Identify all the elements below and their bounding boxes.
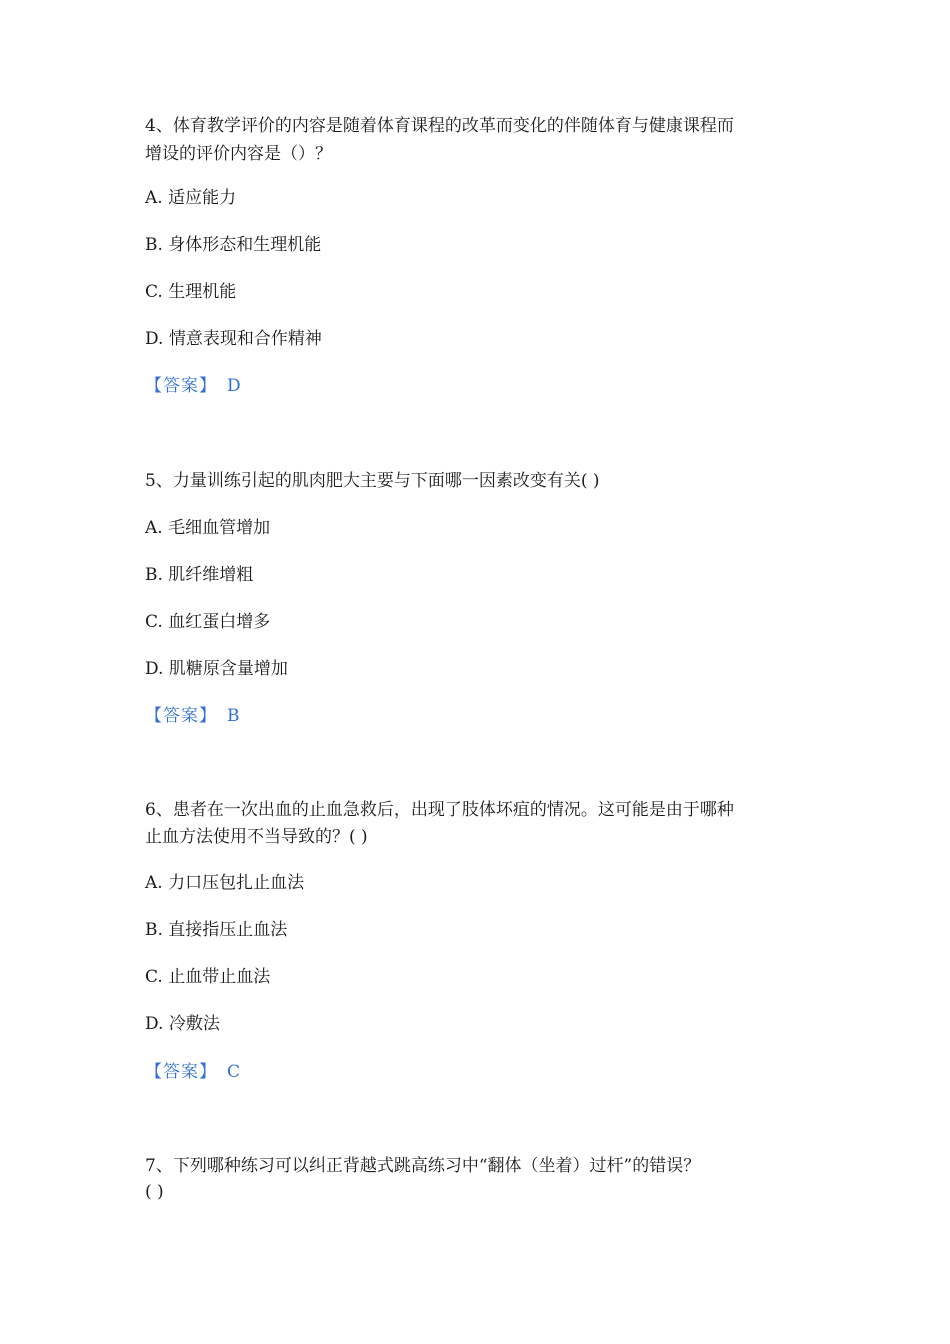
question-5-option-b: B. 肌纤维增粗 — [145, 565, 254, 585]
question-4-option-a: A. 适应能力 — [145, 188, 237, 208]
question-6-option-c: C. 止血带止血法 — [145, 967, 271, 987]
question-7-stem-line-1: 7、下列哪种练习可以纠正背越式跳高练习中“翻体（坐着）过杆”的错误？ — [145, 1156, 701, 1176]
question-7-stem-line-2: ( ) — [145, 1182, 164, 1202]
question-5-option-d: D. 肌糖原含量增加 — [145, 659, 288, 679]
question-5-option-a: A. 毛细血管增加 — [145, 518, 271, 538]
question-5-option-c: C. 血红蛋白增多 — [145, 612, 271, 632]
question-4-option-b: B. 身体形态和生理机能 — [145, 235, 322, 255]
answer-value: D — [227, 376, 241, 396]
question-6-answer — [145, 1060, 240, 1084]
answer-label: 【答案】 — [145, 706, 217, 726]
answer-label: 【答案】 — [145, 1062, 217, 1082]
question-4-option-d: D. 情意表现和合作精神 — [145, 329, 322, 349]
question-4-stem-line-1: 4、体育教学评价的内容是随着体育课程的改革而变化的伴随体育与健康课程而 — [145, 116, 734, 136]
question-4-option-c: C. 生理机能 — [145, 282, 237, 302]
question-6-option-a: A. 力口压包扎止血法 — [145, 873, 305, 893]
question-6-stem-line-2: 止血方法使用不当导致的？( ) — [145, 827, 368, 847]
question-5-answer — [145, 704, 240, 728]
question-5-stem-line-1: 5、力量训练引起的肌肉肥大主要与下面哪一因素改变有关( ) — [145, 471, 600, 491]
answer-value: C — [227, 1062, 241, 1082]
answer-value: B — [227, 706, 240, 726]
answer-label: 【答案】 — [145, 376, 217, 396]
question-6-option-d: D. 冷敷法 — [145, 1014, 220, 1034]
question-6-option-b: B. 直接指压止血法 — [145, 920, 288, 940]
question-4-answer — [145, 374, 241, 398]
question-6-stem-line-1: 6、患者在一次出血的止血急救后，出现了肢体坏疽的情况。这可能是由于哪种 — [145, 800, 734, 820]
question-4-stem-line-2: 增设的评价内容是（）？ — [145, 144, 332, 164]
